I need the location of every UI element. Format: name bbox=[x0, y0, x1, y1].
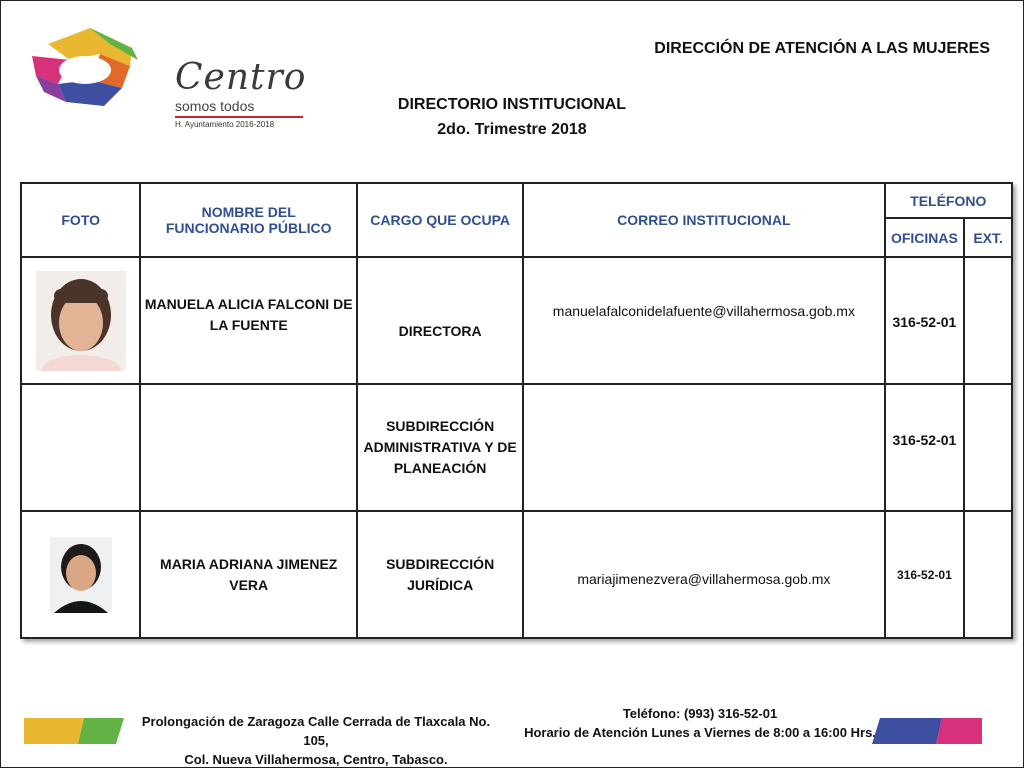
header-row bbox=[21, 183, 1012, 218]
table-row bbox=[21, 384, 1012, 511]
row-nombre: MARIA ADRIANA JIMENEZ VERA bbox=[140, 511, 357, 638]
logo-tagline: somos todos bbox=[175, 98, 255, 114]
row-oficinas: 316-52-01 bbox=[885, 257, 965, 384]
row-nombre bbox=[140, 384, 357, 511]
row-cargo: DIRECTORA bbox=[357, 257, 523, 384]
portrait-photo bbox=[50, 537, 112, 613]
row-oficinas: 316-52-01 bbox=[885, 384, 965, 511]
row-cargo: SUBDIRECCIÓN JURÍDICA bbox=[357, 511, 523, 638]
department-title: DIRECCIÓN DE ATENCIÓN A LAS MUJERES bbox=[654, 40, 990, 57]
logo-ayuntamiento: H. Ayuntamiento 2016-2018 bbox=[175, 120, 275, 129]
footer-color-bar-right bbox=[872, 718, 982, 744]
page-title: DIRECTORIO INSTITUCIONAL bbox=[397, 96, 627, 113]
header-oficinas: OFICINAS bbox=[885, 218, 965, 257]
row-correo: mariajimenezvera@villahermosa.gob.mx bbox=[523, 511, 884, 638]
header-cargo: CARGO QUE OCUPA bbox=[357, 183, 523, 257]
footer-hours: Horario de Atención Lunes a Viernes de 8:00 a 16:00 Hrs. bbox=[524, 725, 876, 740]
header-ext: EXT. bbox=[964, 218, 1012, 257]
table-row bbox=[21, 257, 1012, 384]
row-nombre: MANUELA ALICIA FALCONI DE LA FUENTE bbox=[140, 257, 357, 384]
row-cargo: SUBDIRECCIÓN ADMINISTRATIVA Y DE PLANEACIÓN bbox=[357, 384, 523, 511]
row-ext bbox=[964, 511, 1012, 638]
row-ext bbox=[964, 257, 1012, 384]
photo-cell bbox=[21, 384, 140, 511]
logo-name: Centro bbox=[175, 57, 307, 98]
header-nombre: NOMBRE DEL FUNCIONARIO PÚBLICO bbox=[140, 183, 357, 257]
table-row bbox=[21, 511, 1012, 638]
row-oficinas: 316-52-01 bbox=[885, 511, 965, 638]
photo-cell bbox=[21, 511, 140, 638]
footer-address bbox=[128, 712, 504, 769]
header-correo: CORREO INSTITUCIONAL bbox=[523, 183, 884, 257]
address-line-1: Prolongación de Zaragoza Calle Cerrada de Tlaxcala No. 105, bbox=[141, 714, 491, 748]
footer-phone: Teléfono: (993) 316-52-01 bbox=[622, 706, 778, 721]
row-ext bbox=[964, 384, 1012, 511]
footer-color-bar-left bbox=[24, 718, 124, 744]
page-subtitle: 2do. Trimestre 2018 bbox=[437, 121, 587, 138]
row-correo: manuelafalconidelafuente@villahermosa.gob.mx bbox=[523, 257, 884, 384]
logo-divider bbox=[175, 116, 303, 118]
directory-table bbox=[20, 182, 1013, 639]
footer-contact bbox=[520, 704, 880, 742]
header-telefono: TELÉFONO bbox=[885, 183, 1012, 218]
header-foto: FOTO bbox=[21, 183, 140, 257]
address-line-2: Col. Nueva Villahermosa, Centro, Tabasco. bbox=[184, 752, 448, 767]
photo-cell bbox=[21, 257, 140, 384]
row-correo bbox=[523, 384, 884, 511]
portrait-photo bbox=[36, 271, 126, 371]
